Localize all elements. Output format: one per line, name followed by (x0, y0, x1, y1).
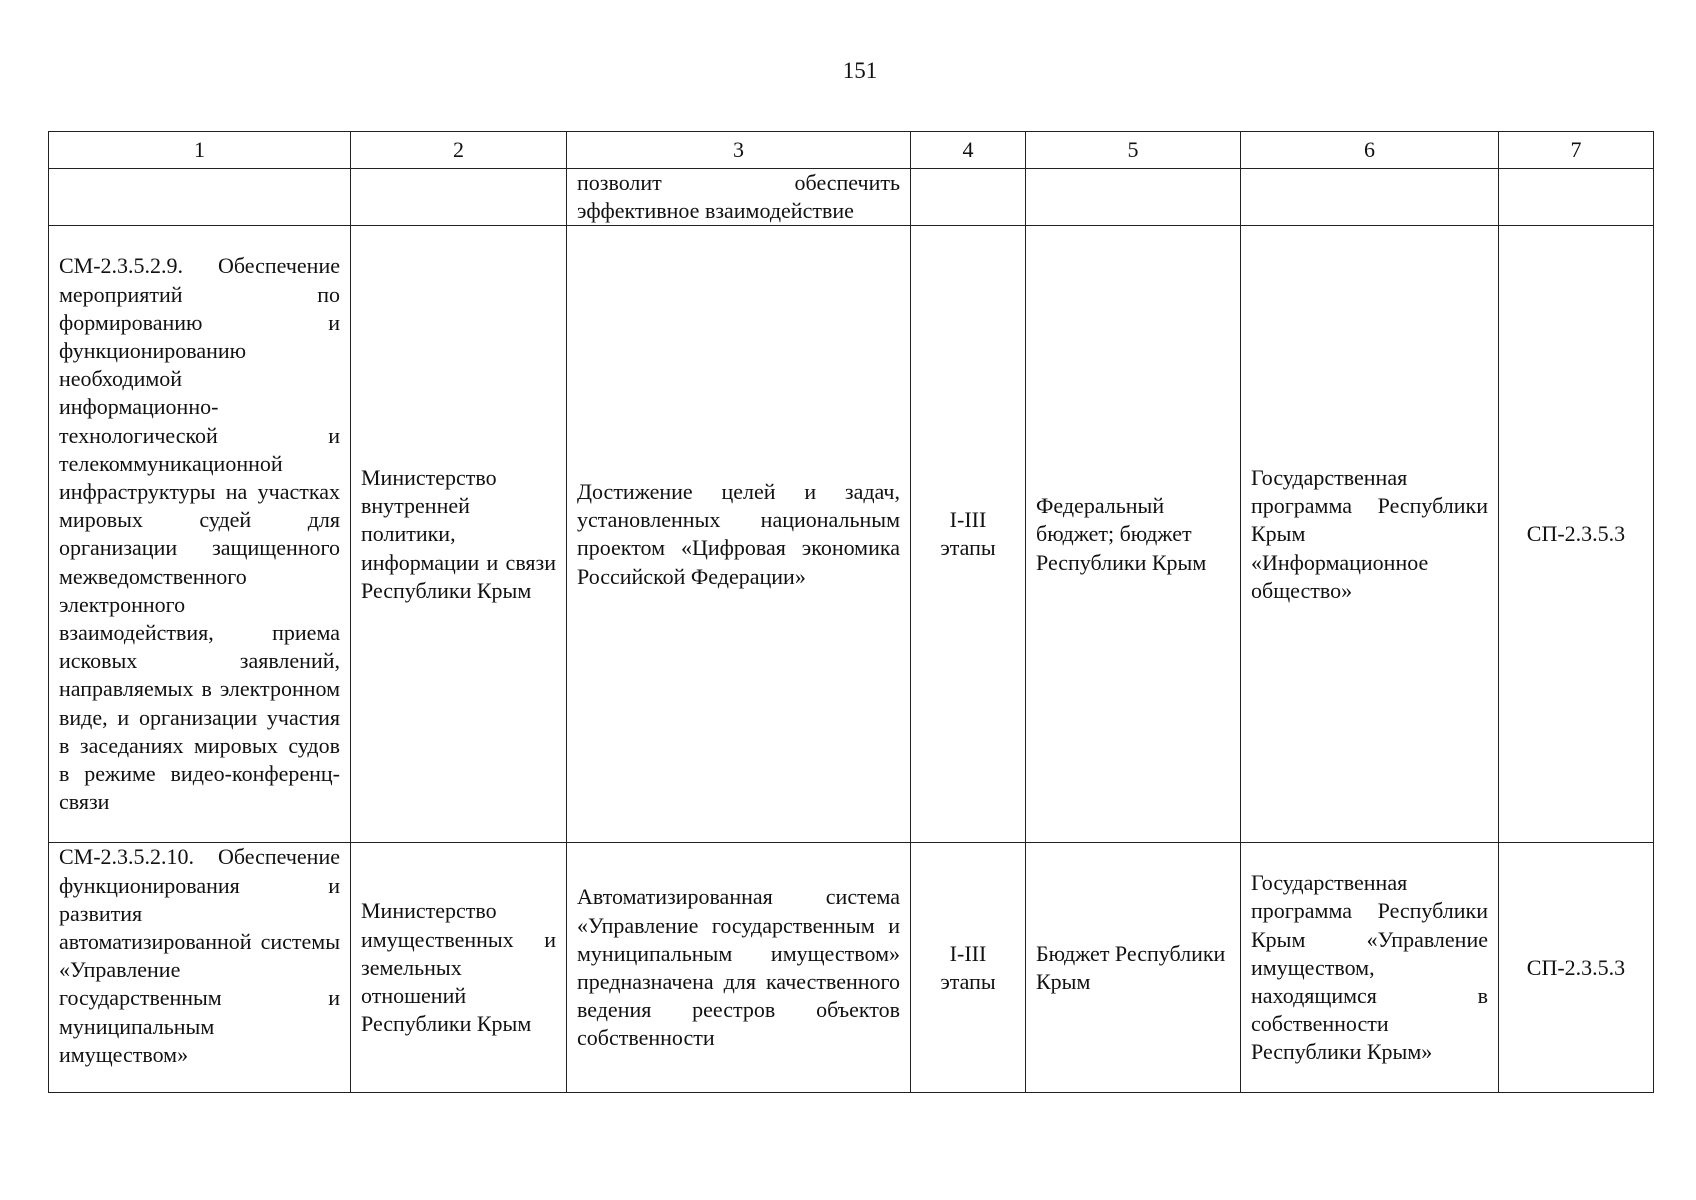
continuation-cell-7 (1499, 169, 1654, 226)
executor-cell: Министерство внутренней политики, информации и связи Республики Крым (351, 226, 567, 843)
column-number-4: 4 (911, 132, 1026, 169)
continuation-cell-2 (351, 169, 567, 226)
result-cell: Достижение целей и задач, установленных национальным проектом «Цифровая экономика Российской Федерации» (567, 226, 911, 843)
program-cell: Государственная программа Республики Крым «Управление имуществом, находящимся в собственности Республики Крым» (1241, 843, 1499, 1093)
table-row (49, 843, 1654, 1093)
continuation-cell-4 (911, 169, 1026, 226)
continuation-row (49, 169, 1654, 226)
column-number-7: 7 (1499, 132, 1654, 169)
funding-cell: Бюджет Республики Крым (1026, 843, 1241, 1093)
column-number-3: 3 (567, 132, 911, 169)
measures-table (48, 131, 1654, 1093)
continuation-cell-5 (1026, 169, 1241, 226)
column-number-6: 6 (1241, 132, 1499, 169)
stages-cell: I-III этапы (911, 226, 1026, 843)
code-cell: СП-2.3.5.3 (1499, 843, 1654, 1093)
continuation-result-cell: позволит обеспечить эффективное взаимодействие (567, 169, 911, 226)
column-number-5: 5 (1026, 132, 1241, 169)
continuation-cell-6 (1241, 169, 1499, 226)
code-cell: СП-2.3.5.3 (1499, 226, 1654, 843)
program-cell: Государственная программа Республики Крым «Информационное общество» (1241, 226, 1499, 843)
measure-cell: СМ-2.3.5.2.10. Обеспечение функционирования и развития автоматизированной системы «Управление государственным и муниципальным имуществом» (49, 843, 351, 1093)
stages-cell: I-III этапы (911, 843, 1026, 1093)
column-number-2: 2 (351, 132, 567, 169)
table-header-row (49, 132, 1654, 169)
column-number-1: 1 (49, 132, 351, 169)
table-row (49, 226, 1654, 843)
page-number: 151 (842, 58, 878, 83)
executor-cell: Министерство имущественных и земельных отношений Республики Крым (351, 843, 567, 1093)
continuation-cell-1 (49, 169, 351, 226)
funding-cell: Федеральный бюджет; бюджет Республики Крым (1026, 226, 1241, 843)
measure-cell: СМ-2.3.5.2.9. Обеспечение мероприятий по формированию и функционированию необходимой информационно-технологической и телекоммуникационной инфраструктуры на участках мировых судей для организации защищенного межведомственного электронного взаимодействия, приема исковых заявлений, направляемых в электронном виде, и организации участия в заседаниях мировых судов в режиме видео-конференц-связи (49, 226, 351, 843)
result-cell: Автоматизированная система «Управление государственным и муниципальным имуществом» предназначена для качественного ведения реестров объектов собственности (567, 843, 911, 1093)
